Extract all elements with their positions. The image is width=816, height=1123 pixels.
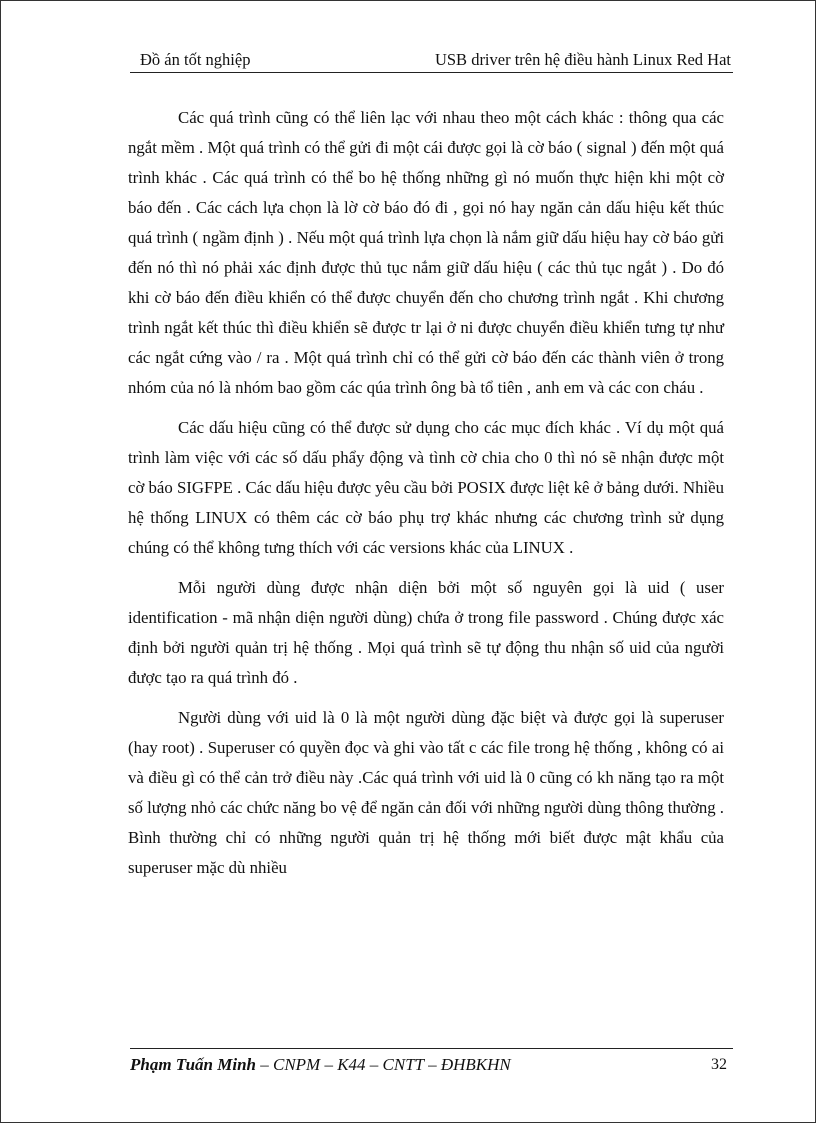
paragraph-1: Các quá trình cũng có thể liên lạc với nhau theo một cách khác : thông qua các ngắt mềm . Một quá trình có thể gửi đi một cái được gọi là cờ báo ( signal ) đến một quá trình khác . Các quá trình có thể bo hệ thống những gì nó muốn thực hiện khi một cờ báo đến . Các cách lựa chọn là lờ cờ báo đó đi , gọi nó hay ngăn cản dấu hiệu kết thúc quá trình ( ngầm định ) . Nếu một quá trình lựa chọn là nắm giữ dấu hiệu hay cờ báo gửi đến nó thì nó phải xác định được thủ tục nắm giữ dấu hiệu ( các thủ tục ngắt ) . Do đó khi cờ báo đến điều khiển có thể được chuyển đến cho chương trình ngắt . Khi chương trình ngắt kết thúc thì điều khiển sẽ được tr lại ở ni được chuyển điều khiển tưng tự như các ngắt cứng vào / ra . Một quá trình chỉ có thể gửi cờ báo đến các thành viên ở trong nhóm của nó là nhóm bao gồm các qúa trình ông bà tổ tiên , anh em và các con cháu . bbox=[128, 108, 724, 397]
paragraph-3: Mỗi người dùng được nhận diện bởi một số nguyên gọi là uid ( user identification - mã nhận diện người dùng) chứa ở trong file password . Chúng được xác định bởi người quản trị hệ thống . Mọi quá trình sẽ tự động thu nhận số uid của người được tạo ra quá trình đó . bbox=[128, 578, 724, 687]
page-footer bbox=[130, 1048, 733, 1075]
page-header bbox=[130, 50, 733, 73]
body-text bbox=[128, 103, 724, 893]
header-left-title: Đồ án tốt nghiệp bbox=[140, 50, 251, 69]
header-right-title: USB driver trên hệ điều hành Linux Red Hat bbox=[434, 50, 731, 69]
paragraph-4: Người dùng với uid là 0 là một người dùng đặc biệt và được gọi là superuser (hay root) . Superuser có quyền đọc và ghi vào tất c các file trong hệ thống , không có ai và điều gì có thể cản trở điều này .Các quá trình với uid là 0 cũng có kh năng tạo ra một số lượng nhỏ các chức năng bo vệ để ngăn cản đối với những người dùng thông thường . Bình thường chỉ có những người quản trị hệ thống mới biết được mật khẩu của superuser mặc dù nhiều bbox=[128, 708, 724, 877]
page-number: 32 bbox=[711, 1056, 727, 1073]
footer-affiliation: – CNPM – K44 – CNTT – ĐHBKHN bbox=[255, 1055, 511, 1074]
paragraph-2: Các dấu hiệu cũng có thể được sử dụng cho các mục đích khác . Ví dụ một quá trình làm việc với các số dấu phẩy động và tình cờ chia cho 0 thì nó sẽ nhận được một cờ báo SIGFPE . Các dấu hiệu được yêu cầu bởi POSIX được liệt kê ở bảng dưới. Nhiều hệ thống LINUX có thêm các cờ báo phụ trợ khác nhưng các chương trình sử dụng chúng có thể không tưng thích với các versions khác của LINUX . bbox=[128, 418, 724, 557]
footer-author: Phạm Tuấn Minh bbox=[130, 1055, 256, 1074]
